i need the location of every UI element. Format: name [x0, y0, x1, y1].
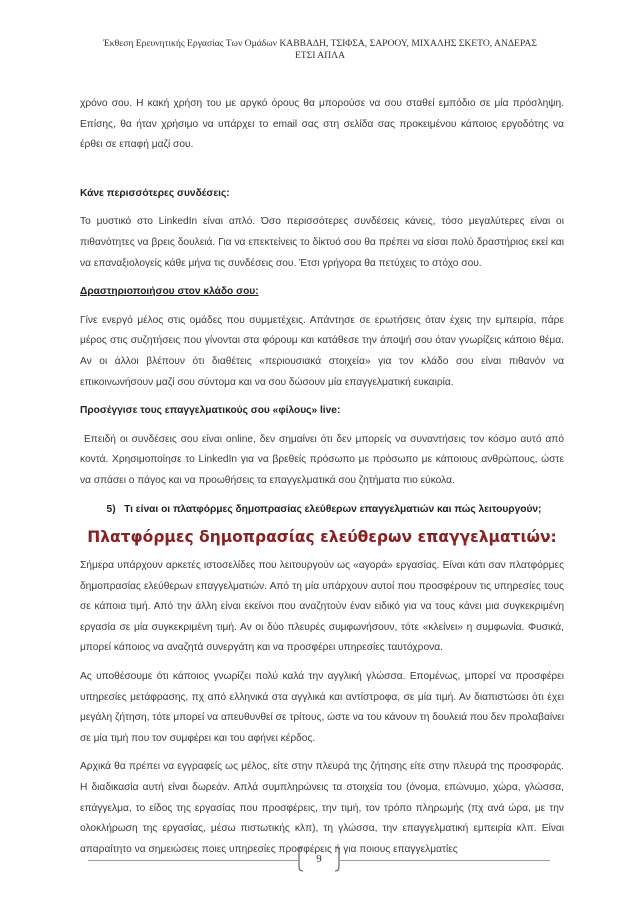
- paragraph-profile-usage: χρόνο σου. Η κακή χρήση του με αργκό όρους θα μπορούσε να σου σταθεί εμπόδιο σε μία πρόσληψη. Επίσης, θα ήταν χρήσιμο να υπάρχει το email σας στη σελίδα σας προκειμένου κάποιος εργοδότης να έρθει σε επαφή μαζί σου.: [80, 98, 564, 151]
- footer-rule-left: [88, 860, 298, 861]
- question-text: Τι είναι οι πλατφόρμες δημοπρασίας ελεύθερων επαγγελματιών και πώς λειτουργούν;: [124, 503, 542, 515]
- running-header: [70, 38, 570, 62]
- paragraph-platforms-example: Ας υποθέσουμε ότι κάποιος γνωρίζει πολύ καλά την αγγλική γλώσσα. Επομένως, μπορεί να προσφέρει υπηρεσίες μετάφρασης, πχ από ελληνικά στα αγγλικά και αντίστροφα, σε μία τιμή. Αν διαπιστώσει ότι έχει μεγάλη ζήτηση, τότε μπορεί να απευθυνθεί σε τρίτους, ώστε να του κάνουν τη δουλειά που δεν προλαβαίνει σε μία τιμή που τον συμφέρει και του αφήνει κέρδος.: [80, 671, 564, 744]
- footer-rule-right: [340, 860, 550, 861]
- right-bracket-ornament: [334, 846, 340, 872]
- question-5: [80, 500, 564, 521]
- paragraph-be-active: Γίνε ενεργό μέλος στις ομάδες που συμμετέχεις. Απάντησε σε ερωτήσεις όταν έχεις την εμπειρία, πάρε μέρος στις συζητήσεις που γίνονται στα φόρουμ και κατάθεσε την άποψή σου όταν γνωρίζεις κάποιο θέμα. Αν οι άλλοι βλέπουν ότι διαθέτεις «περιουσιακά στοιχεία» για τον κλάδο σου είναι πιθανόν να επικοινωνήσουν μαζί σου σύντομα και να σου δώσουν μία επαγγελματική ευκαιρία.: [80, 314, 564, 388]
- paragraph-meet-live: Επειδή οι συνδέσεις σου είναι online, δεν σημαίνει ότι δεν μπορείς να συναντήσεις τον κόσμο αυτό από κοντά. Χρησιμοποίησε το LinkedIn για να βρεθείς πρόσωπο με πρόσωπο με κάποιους ανθρώπους, ώστε να σπάσει ο πάγος και να προωθήσεις τα επαγγελματικά σου ζητήματα πιο εύκολα.: [80, 433, 564, 486]
- header-line-2: ΕΤΣΙ ΑΠΛΑ: [294, 50, 346, 61]
- page-number: 9: [316, 853, 322, 865]
- heading-more-connections: Κάνε περισσότερες συνδέσεις:: [80, 187, 230, 199]
- header-line-1: Έκθεση Ερευνητικής Εργασίας Των Ομάδων ΚΑΒΒΑΔΗ, ΤΣΙΦΣΑ, ΣΑΡΟΟΥ, ΜΙΧΑΛΗΣ ΣΚΕΤΟ, ΑΝΔΕΡΑΣ: [103, 38, 537, 49]
- question-number: 5): [106, 503, 116, 515]
- paragraph-platforms-intro: Σήμερα υπάρχουν αρκετές ιστοσελίδες που λειτουργούν ως «αγορά» εργασίας. Είναι κάτι σαν πλατφόρμες δημοπρασίας ελεύθερων επαγγελματιών. Από τη μία υπάρχουν αυτοί που προσφέρουν τις υπηρεσίες τους σε κάποια τιμή. Από την άλλη είναι εκείνοι που αναζητούν έναν ειδικό για να τους κάνει μια συγκεκριμένη εργασία σε μία συγκεκριμένη τιμή. Αν οι δύο πλευρές συμφωνήσουν, τότε «κλείνει» η συμφωνία. Φυσικά, μπορεί κάποιος να αναζητά συνεργάτη και να προσφέρει υπηρεσίες ταυτόχρονα.: [80, 560, 564, 654]
- page-body: [80, 94, 564, 860]
- heading-meet-live: Προσέγγισε τους επαγγελματικούς σου «φίλους» live:: [80, 405, 341, 417]
- heading-be-active: Δραστηριοποιήσου στον κλάδο σου:: [80, 286, 259, 298]
- paragraph-more-connections: Το μυστικό στο LinkedIn είναι απλό. Όσο περισσότερες συνδέσεις κάνεις, τόσο μεγαλύτερες είναι οι πιθανότητες να βρεις δουλειά. Για να επεκτείνεις το δίκτυό σου θα πρέπει να είσαι πολύ δραστήριος εκεί και να επαναξιολογείς κάθε μήνα τις συνδέσεις σου. Έτσι γρήγορα θα πετύχεις το στόχο σου.: [80, 216, 564, 269]
- paragraph-platforms-signup: Αρχικά θα πρέπει να εγγραφείς ως μέλος, είτε στην πλευρά της ζήτησης είτε στην πλευρά της προσφοράς. Η διαδικασία αυτή είναι δωρεάν. Απλά συμπληρώνεις τα στοιχεία του (όνομα, επώνυμο, χώρα, γλώσσα, επάγγελμα, το είδος της εργασίας που προσφέρεις, την τιμή, τον τρόπο πληρωμής (πχ ανά ώρα, με την ολοκλήρωση της εργασίας, μέσω πιστωτικής κλπ), τη γλώσσα, την επαγγελματική εμπειρία κλπ. Είναι απαραίτητο να σημειώσεις ποιες υπηρεσίες προσφέρεις ή για ποιους επαγγελματίες: [80, 761, 564, 855]
- section-subtitle: Πλατφόρμες δημοπρασίας ελεύθερων επαγγελματιών:: [87, 528, 557, 547]
